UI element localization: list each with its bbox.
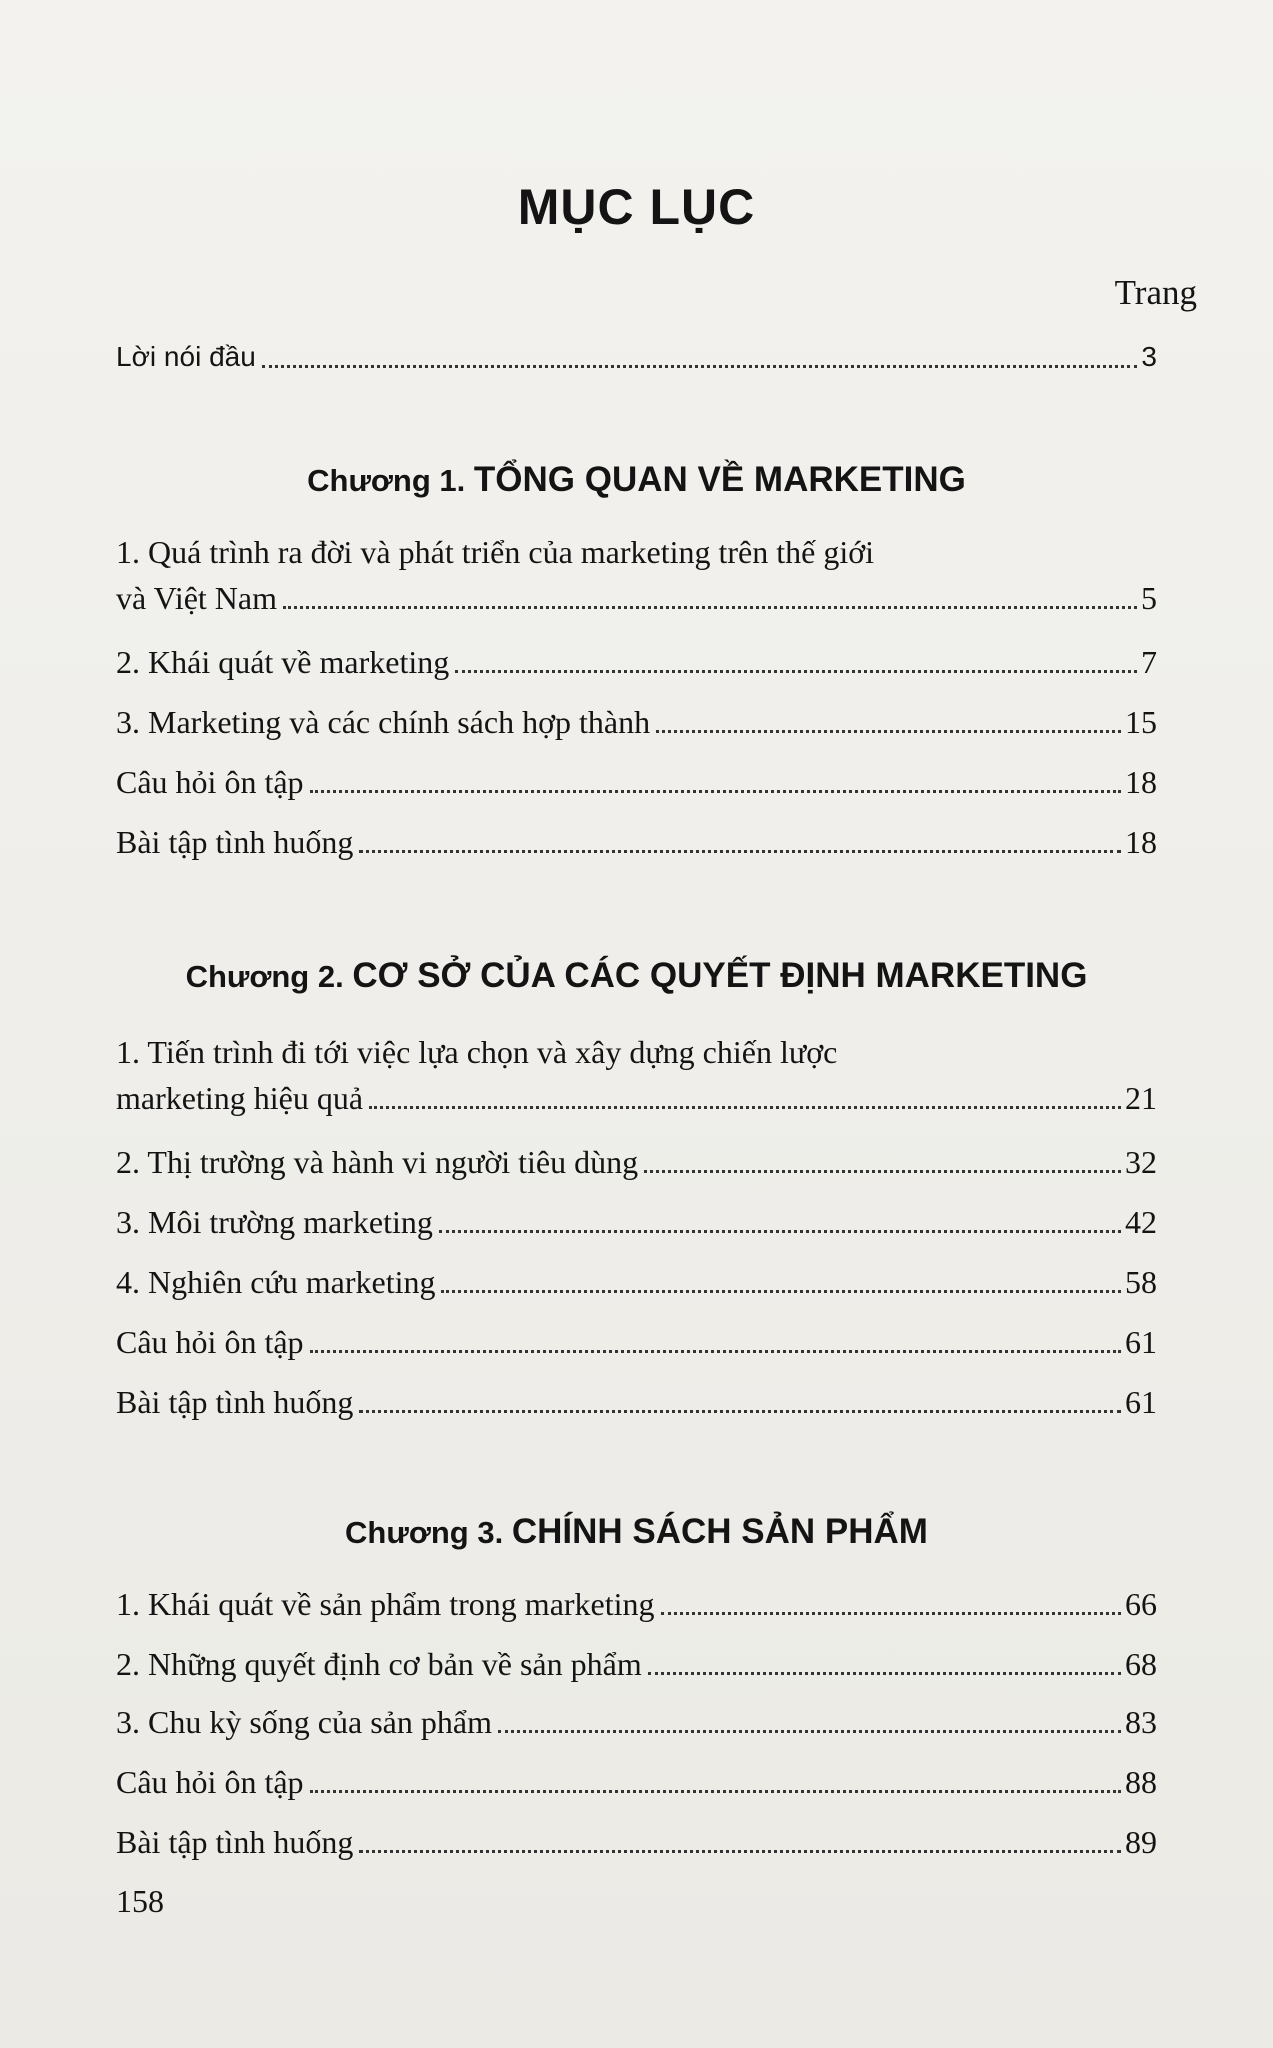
toc-entry-page: 5 xyxy=(1141,580,1157,616)
toc-entry-page: 58 xyxy=(1125,1264,1157,1300)
toc-entry[interactable] xyxy=(116,1380,1157,1424)
dot-leader xyxy=(359,850,1121,853)
toc-entry[interactable] xyxy=(116,1320,1157,1364)
dot-leader xyxy=(369,1106,1121,1109)
chapter-prefix: Chương 3. xyxy=(345,1515,504,1550)
toc-entry[interactable] xyxy=(116,1260,1157,1304)
toc-entry-page: 18 xyxy=(1125,764,1157,800)
chapter-title: CHÍNH SÁCH SẢN PHẨM xyxy=(511,1512,928,1551)
toc-entry-label: Câu hỏi ôn tập xyxy=(116,764,304,800)
toc-entry-page: 66 xyxy=(1125,1586,1157,1622)
toc-entry[interactable] xyxy=(116,760,1157,804)
toc-entry-page: 88 xyxy=(1125,1764,1157,1800)
dot-leader xyxy=(310,1350,1121,1353)
toc-entry-label: 3. Chu kỳ sống của sản phẩm xyxy=(116,1704,492,1740)
toc-entry-label: Câu hỏi ôn tập xyxy=(116,1764,304,1800)
toc-entry-label: Bài tập tình huống xyxy=(116,1384,354,1420)
toc-entry-page: 61 xyxy=(1125,1324,1157,1360)
toc-entry-label-line1[interactable]: 1. Tiến trình đi tới việc lựa chọn và xây dựng chiến lược xyxy=(116,1034,838,1070)
dot-leader xyxy=(455,670,1137,673)
dot-leader xyxy=(661,1612,1121,1615)
toc-entry-label: 2. Những quyết định cơ bản về sản phẩm xyxy=(116,1646,642,1682)
dot-leader xyxy=(648,1672,1121,1675)
toc-entry-label: marketing hiệu quả xyxy=(116,1080,364,1116)
dot-leader xyxy=(310,790,1121,793)
toc-entry[interactable] xyxy=(116,820,1157,864)
chapter-heading-1[interactable] xyxy=(0,460,1273,500)
toc-entry-page: 21 xyxy=(1125,1080,1157,1116)
page-number: 158 xyxy=(116,1883,164,1919)
chapter-prefix: Chương 1. xyxy=(307,463,466,498)
toc-entry-page: 15 xyxy=(1125,704,1157,740)
dot-leader xyxy=(283,606,1137,609)
chapter-heading-3[interactable] xyxy=(0,1512,1273,1552)
toc-entry[interactable] xyxy=(116,1820,1157,1864)
dot-leader xyxy=(359,1410,1121,1413)
toc-entry[interactable] xyxy=(116,1200,1157,1244)
toc-entry-label: 1. Khái quát về sản phẩm trong marketing xyxy=(116,1586,655,1622)
dot-leader xyxy=(262,365,1138,368)
page-column-label: Trang xyxy=(1114,273,1197,312)
toc-entry-label: và Việt Nam xyxy=(116,580,277,616)
toc-entry-label: 3. Marketing và các chính sách hợp thành xyxy=(116,704,651,740)
toc-entry-page: 61 xyxy=(1125,1384,1157,1420)
dot-leader xyxy=(498,1730,1121,1733)
toc-entry-preface[interactable] xyxy=(116,335,1157,379)
toc-entry[interactable] xyxy=(116,576,1157,620)
dot-leader xyxy=(656,730,1121,733)
toc-entry-label-line1[interactable]: 1. Quá trình ra đời và phát triển của marketing trên thế giới xyxy=(116,534,875,570)
dot-leader xyxy=(359,1850,1121,1853)
dot-leader xyxy=(439,1230,1121,1233)
toc-entry-page: 7 xyxy=(1141,644,1157,680)
dot-leader xyxy=(644,1170,1121,1173)
toc-entry-label: 2. Khái quát về marketing xyxy=(116,644,450,680)
toc-entry[interactable] xyxy=(116,1076,1157,1120)
toc-entry[interactable] xyxy=(116,1140,1157,1184)
page-title: MỤC LỤC xyxy=(517,179,756,235)
toc-entry-label: 4. Nghiên cứu marketing xyxy=(116,1264,436,1300)
toc-entry-page: 89 xyxy=(1125,1824,1157,1860)
toc-entry-page: 3 xyxy=(1141,341,1157,372)
toc-entry-label: 2. Thị trường và hành vi người tiêu dùng xyxy=(116,1144,639,1180)
chapter-title: CƠ SỞ CỦA CÁC QUYẾT ĐỊNH MARKETING xyxy=(352,956,1088,995)
chapter-prefix: Chương 2. xyxy=(185,959,344,994)
toc-entry-page: 68 xyxy=(1125,1646,1157,1682)
toc-entry[interactable] xyxy=(116,1700,1157,1744)
dot-leader xyxy=(310,1790,1121,1793)
chapter-heading-2[interactable] xyxy=(0,956,1273,996)
toc-entry[interactable] xyxy=(116,1582,1157,1626)
toc-entry[interactable] xyxy=(116,640,1157,684)
dot-leader xyxy=(441,1290,1121,1293)
toc-entry-page: 18 xyxy=(1125,824,1157,860)
toc-entry-page: 32 xyxy=(1125,1144,1157,1180)
toc-entry-label: Bài tập tình huống xyxy=(116,1824,354,1860)
toc-entry[interactable] xyxy=(116,700,1157,744)
chapter-title: TỔNG QUAN VỀ MARKETING xyxy=(473,460,966,499)
toc-entry-page: 42 xyxy=(1125,1204,1157,1240)
toc-entry[interactable] xyxy=(116,1642,1157,1686)
toc-entry-label: Bài tập tình huống xyxy=(116,824,354,860)
toc-entry[interactable] xyxy=(116,1760,1157,1804)
toc-entry-label: Câu hỏi ôn tập xyxy=(116,1324,304,1360)
toc-entry-page: 83 xyxy=(1125,1704,1157,1740)
toc-entry-label: 3. Môi trường marketing xyxy=(116,1204,433,1240)
toc-entry-label: Lời nói đầu xyxy=(116,341,256,372)
